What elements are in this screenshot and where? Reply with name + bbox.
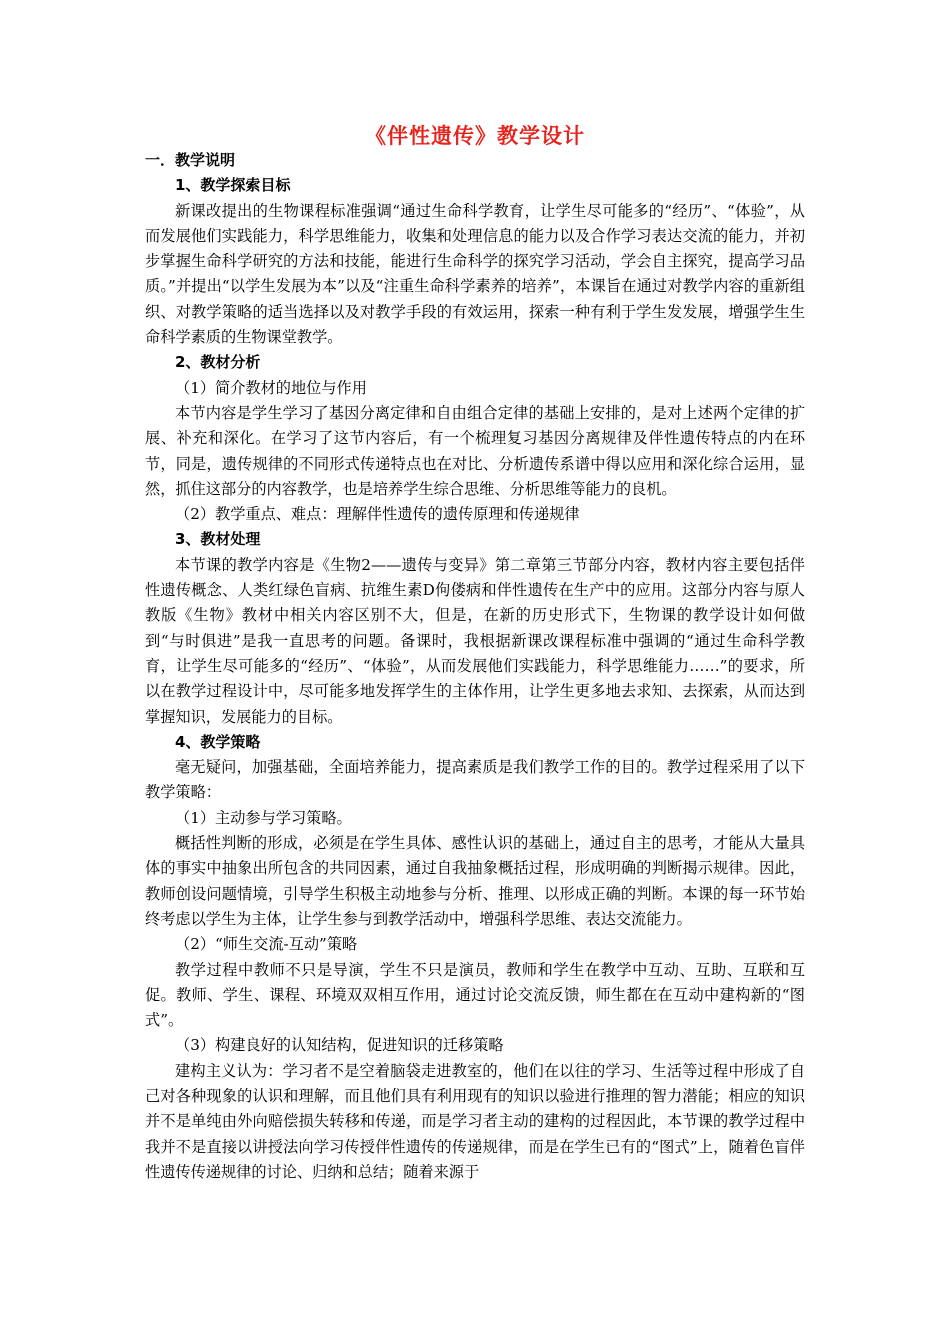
paragraph: 教学过程中教师不只是导演，学生不只是演员，教师和学生在教学中互动、互助、互联和互促。教师、学生、课程、环境双双相互作用，通过讨论交流反馈，师生都在在互动中建构新的“图式”。	[145, 960, 805, 1030]
document-title: 《伴性遗传》教学设计	[365, 124, 585, 148]
sub-item: （3）构建良好的认知结构，促进知识的迁移策略	[175, 1036, 504, 1055]
paragraph: 本节内容是学生学习了基因分离定律和自由组合定律的基础上安排的，是对上述两个定律的扩展、补充和深化。在学习了这节内容后，有一个梳理复习基因分离规律及伴性遗传特点的内在环节，同是，遗传规律的不同形式传递特点也在对比、分析遗传系谱中得以应用和深化综合运用，显然，抓住这部分的内容教学，也是培养学生综合思维、分析思维等能力的良机。	[145, 403, 805, 498]
sub-item: （1）主动参与学习策略。	[175, 808, 352, 827]
section-heading: 一．教学说明	[145, 151, 236, 169]
document-body	[145, 148, 805, 1185]
paragraph: 建构主义认为：学习者不是空着脑袋走进教室的，他们在以往的学习、生活等过程中形成了自己对各种现象的认识和理解，而且他们具有利用现有的知识以验进行推理的智力潜能；相应的知识并不是单纯由外向赔偿损失转移和传递，而是学习者主动的建构的过程因此，本节课的教学过程中我并不是直接以讲授法向学习传授伴性遗传的传递规律，而是在学生已有的“图式”上，随着色盲伴性遗传传递规律的讨论、归纳和总结；随着来源于	[145, 1061, 805, 1181]
subsection-heading: 4、教学策略	[175, 732, 261, 751]
sub-item: （1）简介教材的地位与作用	[175, 378, 367, 397]
paragraph: 概括性判断的形成，必须是在学生具体、感性认识的基础上，通过自主的思考，才能从大量具体的事实中抽象出所包含的共同因素，通过自我抽象概括过程，形成明确的判断揭示规律。因此，教师创设问题情境，引导学生积极主动地参与分析、推理、以形成正确的判断。本课的每一环节始终考虑以学生为主体，让学生参与到教学活动中，增强科学思维、表达交流能力。	[145, 834, 805, 928]
subsection-heading: 2、教材分析	[175, 353, 261, 372]
paragraph: 毫无疑问，加强基础，全面培养能力，提高素质是我们教学工作的目的。教学过程采用了以下教学策略：	[145, 758, 805, 802]
paragraph: 新课改提出的生物课程标准强调“通过生命科学教育，让学生尽可能多的“经历”、“体验”，从而发展他们实践能力，科学思维能力，收集和处理信息的能力以及合作学习表达交流的能力，并初步掌握生命科学研究的方法和技能，能进行生命科学的探究学习活动，学会自主探究，提高学习品质。”并提出“以学生发展为本”以及“注重生命科学素养的培养”，本课旨在通过对教学内容的重新组织、对教学策略的适当选择以及对教学手段的有效运用，探索一种有利于学生发发展，增强学生生命科学素质的生物课堂教学。	[145, 201, 805, 347]
sub-item: （2）教学重点、难点：理解伴性遗传的遗传原理和传递规律	[175, 505, 580, 524]
subsection-heading: 3、教材处理	[175, 530, 261, 549]
paragraph: 本节课的教学内容是《生物2——遗传与变异》第二章第三节部分内容，教材内容主要包括伴性遗传概念、人类红绿色盲病、抗维生素D佝偻病和伴性遗传在生产中的应用。这部分内容与原人教版《生物》教材中相关内容区别不大，但是，在新的历史形式下，生物课的教学设计如何做到“与时俱进”是我一直思考的问题。备课时，我根据新课改课程标准中强调的“通过生命科学教育，让学生尽可能多的“经历”、“体验”，从而发展他们实践能力，科学思维能力……”的要求，所以在教学过程设计中，尽可能多地发挥学生的主体作用，让学生更多地去求知、去探索，从而达到掌握知识，发展能力的目标。	[145, 555, 805, 726]
subsection-heading: 1、教学探索目标	[175, 176, 291, 195]
sub-item: （2）“师生交流-互动”策略	[175, 935, 358, 954]
